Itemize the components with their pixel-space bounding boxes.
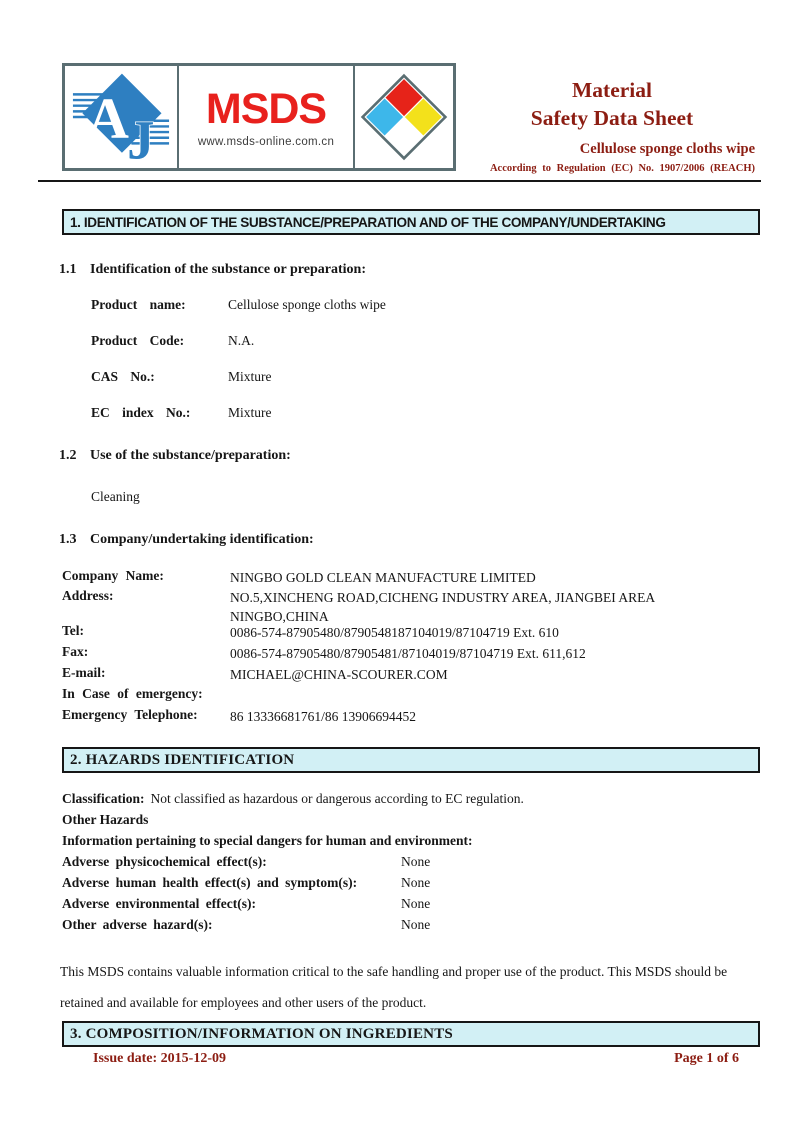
subsection-1-3-number: 1.3	[59, 532, 77, 547]
emergency-telephone-row	[62, 707, 760, 726]
cas-no-row	[91, 369, 272, 385]
address-value	[230, 588, 655, 626]
environmental-effect-label: Adverse environmental effect(s):	[62, 896, 256, 911]
address-line2: NINGBO,CHINA	[230, 609, 329, 624]
company-name-row	[62, 568, 760, 587]
document-title-line2: Safety Data Sheet	[530, 106, 694, 130]
aj-letter-a: A	[86, 85, 129, 151]
emergency-telephone-label: Emergency Telephone:	[62, 707, 198, 722]
classification-label: Classification:	[62, 791, 145, 806]
nfpa-diamond-graphic	[360, 73, 448, 161]
fax-label: Fax:	[62, 644, 89, 659]
section-1-title: 1. IDENTIFICATION OF THE SUBSTANCE/PREPARATION AND OF THE COMPANY/UNDERTAKING	[70, 214, 666, 230]
product-code-value: N.A.	[228, 333, 255, 348]
other-hazards-heading: Other Hazards	[62, 812, 149, 827]
other-adverse-hazard-label: Other adverse hazard(s):	[62, 917, 213, 932]
msds-note-paragraph: This MSDS contains valuable information critical to the safe handling and proper use of the product. This MSDS should be retained and available for employees and other users of the product.	[60, 964, 728, 1010]
nfpa-diamond-icon	[355, 66, 453, 168]
section-1-header	[62, 209, 760, 235]
section-3-title: 3. COMPOSITION/INFORMATION ON INGREDIENTS	[70, 1025, 453, 1042]
fax-value: 0086-574-87905480/87905481/87104019/87104719 Ext. 611,612	[230, 646, 586, 661]
physicochemical-effect-value: None	[401, 854, 431, 869]
company-name-label: Company Name:	[62, 568, 164, 583]
human-health-effect-value: None	[401, 875, 431, 890]
aj-letter-j: J	[127, 109, 155, 166]
product-name-value: Cellulose sponge cloths wipe	[228, 297, 386, 312]
subsection-1-2-title: Use of the substance/preparation:	[90, 448, 291, 463]
physicochemical-effect-label: Adverse physicochemical effect(s):	[62, 854, 267, 869]
subsection-1-1-number: 1.1	[59, 262, 77, 277]
email-label: E-mail:	[62, 665, 106, 680]
subsection-1-3-title: Company/undertaking identification:	[90, 532, 314, 547]
address-line1: NO.5,XINCHENG ROAD,CICHENG INDUSTRY AREA, JIANGBEI AREA	[230, 590, 656, 605]
product-name-title: Cellulose sponge cloths wipe	[579, 141, 755, 157]
email-row	[62, 665, 760, 684]
address-label: Address:	[62, 588, 114, 603]
header-divider-line	[38, 180, 761, 182]
aj-company-logo	[65, 66, 179, 168]
classification-text: Not classified as hazardous or dangerous according to EC regulation.	[150, 791, 524, 806]
msds-logo-text: MSDS	[205, 84, 327, 133]
emergency-telephone-value: 86 13336681761/86 13906694452	[230, 709, 417, 724]
environmental-effect-row	[62, 896, 430, 912]
issue-date: Issue date: 2015-12-09	[93, 1051, 226, 1066]
use-value: Cleaning	[91, 489, 140, 504]
other-adverse-hazard-value: None	[401, 917, 431, 932]
subsection-1-1-heading	[59, 262, 366, 278]
ec-index-no-row	[91, 405, 272, 421]
section-2-title: 2. HAZARDS IDENTIFICATION	[70, 751, 295, 768]
section-3-header	[62, 1021, 760, 1047]
aj-logo-graphic	[69, 68, 173, 166]
physicochemical-effect-row	[62, 854, 430, 870]
fax-row	[62, 644, 760, 663]
header-logo-table	[62, 63, 456, 171]
page-footer	[62, 1051, 760, 1067]
subsection-1-2-heading	[59, 448, 291, 464]
tel-row	[62, 623, 760, 642]
company-name-value: NINGBO GOLD CLEAN MANUFACTURE LIMITED	[230, 570, 536, 585]
tel-label: Tel:	[62, 623, 85, 638]
cas-no-label: CAS No.:	[91, 369, 155, 384]
regulation-note: According to Regulation (EC) No. 1907/2006 (REACH)	[489, 163, 755, 174]
section-2-header	[62, 747, 760, 773]
msds-logo	[179, 66, 355, 168]
product-code-row	[91, 333, 254, 349]
ec-index-no-value: Mixture	[228, 405, 272, 420]
emergency-case-row	[62, 686, 760, 702]
tel-value: 0086-574-87905480/8790548187104019/87104719 Ext. 610	[230, 625, 559, 640]
subsection-1-1-title: Identification of the substance or preparation:	[90, 262, 366, 277]
human-health-effect-row	[62, 875, 430, 891]
subsection-1-3-heading	[59, 532, 314, 548]
document-title	[462, 76, 762, 132]
ec-index-no-label: EC index No.:	[91, 405, 191, 420]
msds-logo-url: www.msds-online.com.cn	[197, 135, 335, 148]
emergency-case-label: In Case of emergency:	[62, 686, 203, 701]
cas-no-value: Mixture	[228, 369, 272, 384]
other-adverse-hazard-row	[62, 917, 430, 933]
product-name-label: Product name:	[91, 297, 186, 312]
product-code-label: Product Code:	[91, 333, 185, 348]
special-dangers-heading: Information pertaining to special dangers for human and environment:	[62, 833, 473, 848]
email-value: MICHAEL@CHINA-SCOURER.COM	[230, 667, 448, 682]
address-row	[62, 588, 760, 626]
classification-line	[62, 791, 762, 807]
environmental-effect-value: None	[401, 896, 431, 911]
page-number: Page 1 of 6	[674, 1051, 739, 1066]
document-title-line1: Material	[572, 78, 652, 102]
product-name-row	[91, 297, 386, 313]
human-health-effect-label: Adverse human health effect(s) and symptom(s):	[62, 875, 358, 890]
subsection-1-2-number: 1.2	[59, 448, 77, 463]
